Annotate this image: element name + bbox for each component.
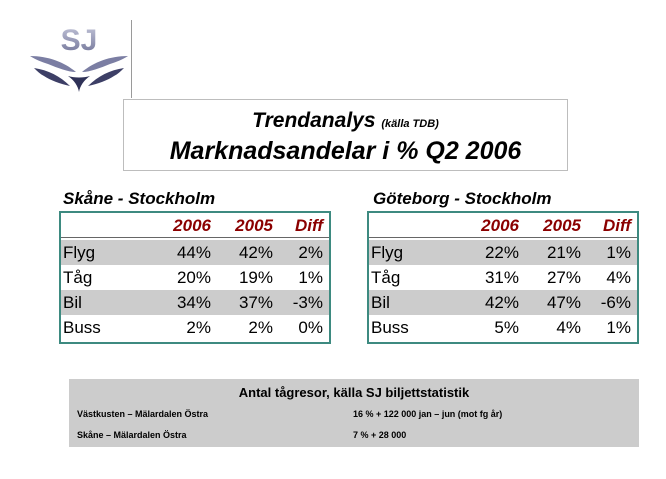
mode-name: Tåg <box>63 268 93 287</box>
value-2005: 42% <box>238 243 273 262</box>
title-line-1 <box>124 108 567 137</box>
trips-row <box>77 428 631 442</box>
value-diff: -3% <box>292 293 323 312</box>
mode-name: Buss <box>63 318 101 337</box>
table-row <box>369 240 637 265</box>
sj-logo <box>28 20 130 98</box>
value-diff: -6% <box>600 293 631 312</box>
route-name: Västkusten – Mälardalen Östra <box>77 409 209 419</box>
title-source: (källa TDB) <box>381 118 439 130</box>
header-2005: 2005 <box>235 216 273 235</box>
mode-name: Flyg <box>63 243 96 262</box>
route-value: 7 % + 28 000 <box>353 430 407 440</box>
sj-logo-icon <box>28 20 130 98</box>
value-2006: 42% <box>484 293 519 312</box>
header-2006: 2006 <box>173 216 211 235</box>
mode-name: Bil <box>63 293 82 312</box>
value-diff: 4% <box>606 268 631 287</box>
value-diff: 1% <box>606 318 631 337</box>
region-title-skane: Skåne - Stockholm <box>63 189 216 208</box>
value-diff: 0% <box>298 318 323 337</box>
table-row <box>61 290 329 315</box>
value-diff: 1% <box>606 243 631 262</box>
logo-divider <box>131 20 132 98</box>
mode-name: Buss <box>371 318 409 337</box>
value-2005: 47% <box>546 293 581 312</box>
mode-name: Flyg <box>371 243 404 262</box>
mode-name: Tåg <box>371 268 401 287</box>
value-2005: 2% <box>248 318 273 337</box>
header-2006: 2006 <box>481 216 519 235</box>
value-2006: 20% <box>176 268 211 287</box>
value-2006: 44% <box>176 243 211 262</box>
value-2005: 27% <box>546 268 581 287</box>
value-2006: 22% <box>484 243 519 262</box>
table-header-row <box>61 213 329 238</box>
market-share-table-goteborg <box>367 211 639 344</box>
header-diff: Diff <box>294 216 323 235</box>
table-row <box>369 290 637 315</box>
value-diff: 1% <box>298 268 323 287</box>
value-2006: 31% <box>484 268 519 287</box>
table-row <box>369 315 637 340</box>
route-value: 16 % + 122 000 jan – jun (mot fg år) <box>353 409 503 419</box>
title-line-2: Marknadsandelar i % Q2 2006 <box>169 137 522 165</box>
value-diff: 2% <box>298 243 323 262</box>
value-2005: 21% <box>546 243 581 262</box>
market-share-table-skane <box>59 211 331 344</box>
header-diff: Diff <box>602 216 631 235</box>
trips-row <box>77 407 631 421</box>
table-row <box>61 240 329 265</box>
value-2006: 5% <box>494 318 519 337</box>
route-name: Skåne – Mälardalen Östra <box>77 430 187 440</box>
value-2006: 2% <box>186 318 211 337</box>
header-2005: 2005 <box>543 216 581 235</box>
region-title-goteborg: Göteborg - Stockholm <box>373 189 552 208</box>
title-box <box>123 99 568 171</box>
table-row <box>61 315 329 340</box>
title-main: Trendanalys <box>252 109 376 132</box>
value-2005: 4% <box>556 318 581 337</box>
value-2005: 19% <box>238 268 273 287</box>
table-row <box>61 265 329 290</box>
value-2005: 37% <box>238 293 273 312</box>
trips-title: Antal tågresor, källa SJ biljettstatistik <box>238 385 470 400</box>
train-trips-box <box>69 379 639 447</box>
table-row <box>369 265 637 290</box>
table-header-row <box>369 213 637 238</box>
value-2006: 34% <box>176 293 211 312</box>
mode-name: Bil <box>371 293 390 312</box>
logo-text: SJ <box>60 24 98 57</box>
